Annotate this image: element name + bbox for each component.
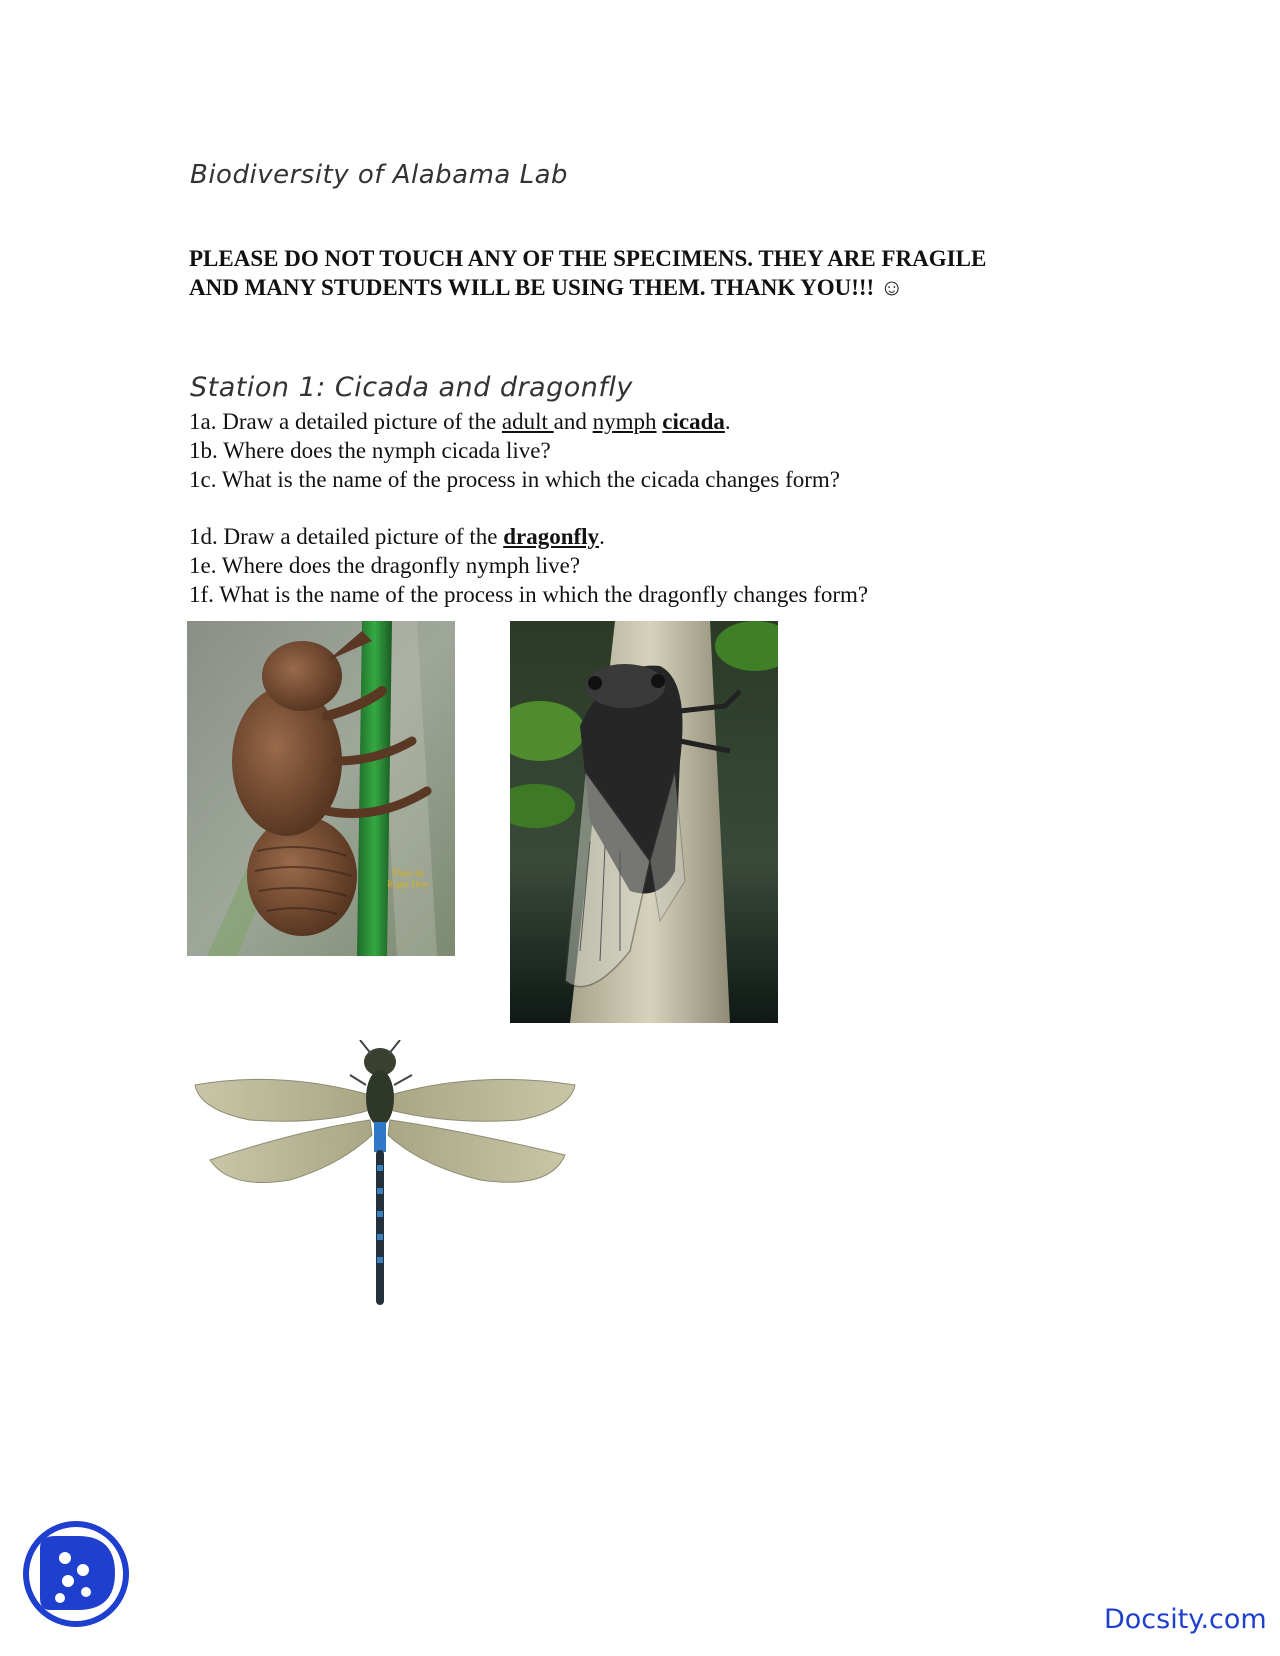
docsity-logo[interactable]	[20, 1518, 132, 1630]
docsity-logo-icon	[20, 1518, 132, 1630]
svg-text:Photo by: Photo by	[392, 868, 425, 878]
warning-line-1: PLEASE DO NOT TOUCH ANY OF THE SPECIMENS. THEY ARE FRAGILE	[189, 246, 987, 271]
question-1d	[189, 522, 1189, 551]
specimen-warning	[189, 244, 1089, 302]
adult-cicada-photo-icon	[510, 621, 778, 1023]
nymph-term: nymph	[592, 409, 657, 434]
question-1e: 1e. Where does the dragonfly nymph live?	[189, 553, 581, 578]
question-list	[189, 407, 1189, 609]
dragonfly-photo	[190, 1040, 580, 1330]
question-1a-prefix: 1a. Draw a detailed picture of the	[189, 409, 502, 434]
page-title: Biodiversity of Alabama Lab	[190, 160, 569, 190]
and-word: and	[553, 409, 593, 434]
cicada-nymph-shell-photo	[187, 621, 455, 956]
warning-line-2: AND MANY STUDENTS WILL BE USING THEM. THANK YOU!!! ☺	[189, 275, 904, 300]
cicada-term: cicada	[662, 409, 725, 434]
dragonfly-photo-icon	[190, 1040, 580, 1330]
adult-term: adult	[501, 409, 554, 434]
question-1f: 1f. What is the name of the process in which the dragonfly changes form?	[189, 582, 869, 607]
question-1b: 1b. Where does the nymph cicada live?	[189, 438, 551, 463]
cicada-nymph-shell-photo-icon	[187, 621, 455, 956]
docsity-brand-link[interactable]: Docsity.com	[1104, 1604, 1267, 1635]
question-1a	[189, 407, 1189, 436]
station-heading: Station 1: Cicada and dragonfly	[190, 372, 633, 403]
question-1a-end: .	[724, 409, 731, 434]
svg-text:Roger Dow: Roger Dow	[387, 879, 429, 889]
question-1d-end: .	[599, 524, 605, 549]
adult-cicada-photo	[510, 621, 778, 1023]
question-1d-prefix: 1d. Draw a detailed picture of the	[189, 524, 504, 549]
dragonfly-term: dragonfly	[503, 524, 600, 549]
question-1c: 1c. What is the name of the process in which the cicada changes form?	[189, 467, 840, 492]
